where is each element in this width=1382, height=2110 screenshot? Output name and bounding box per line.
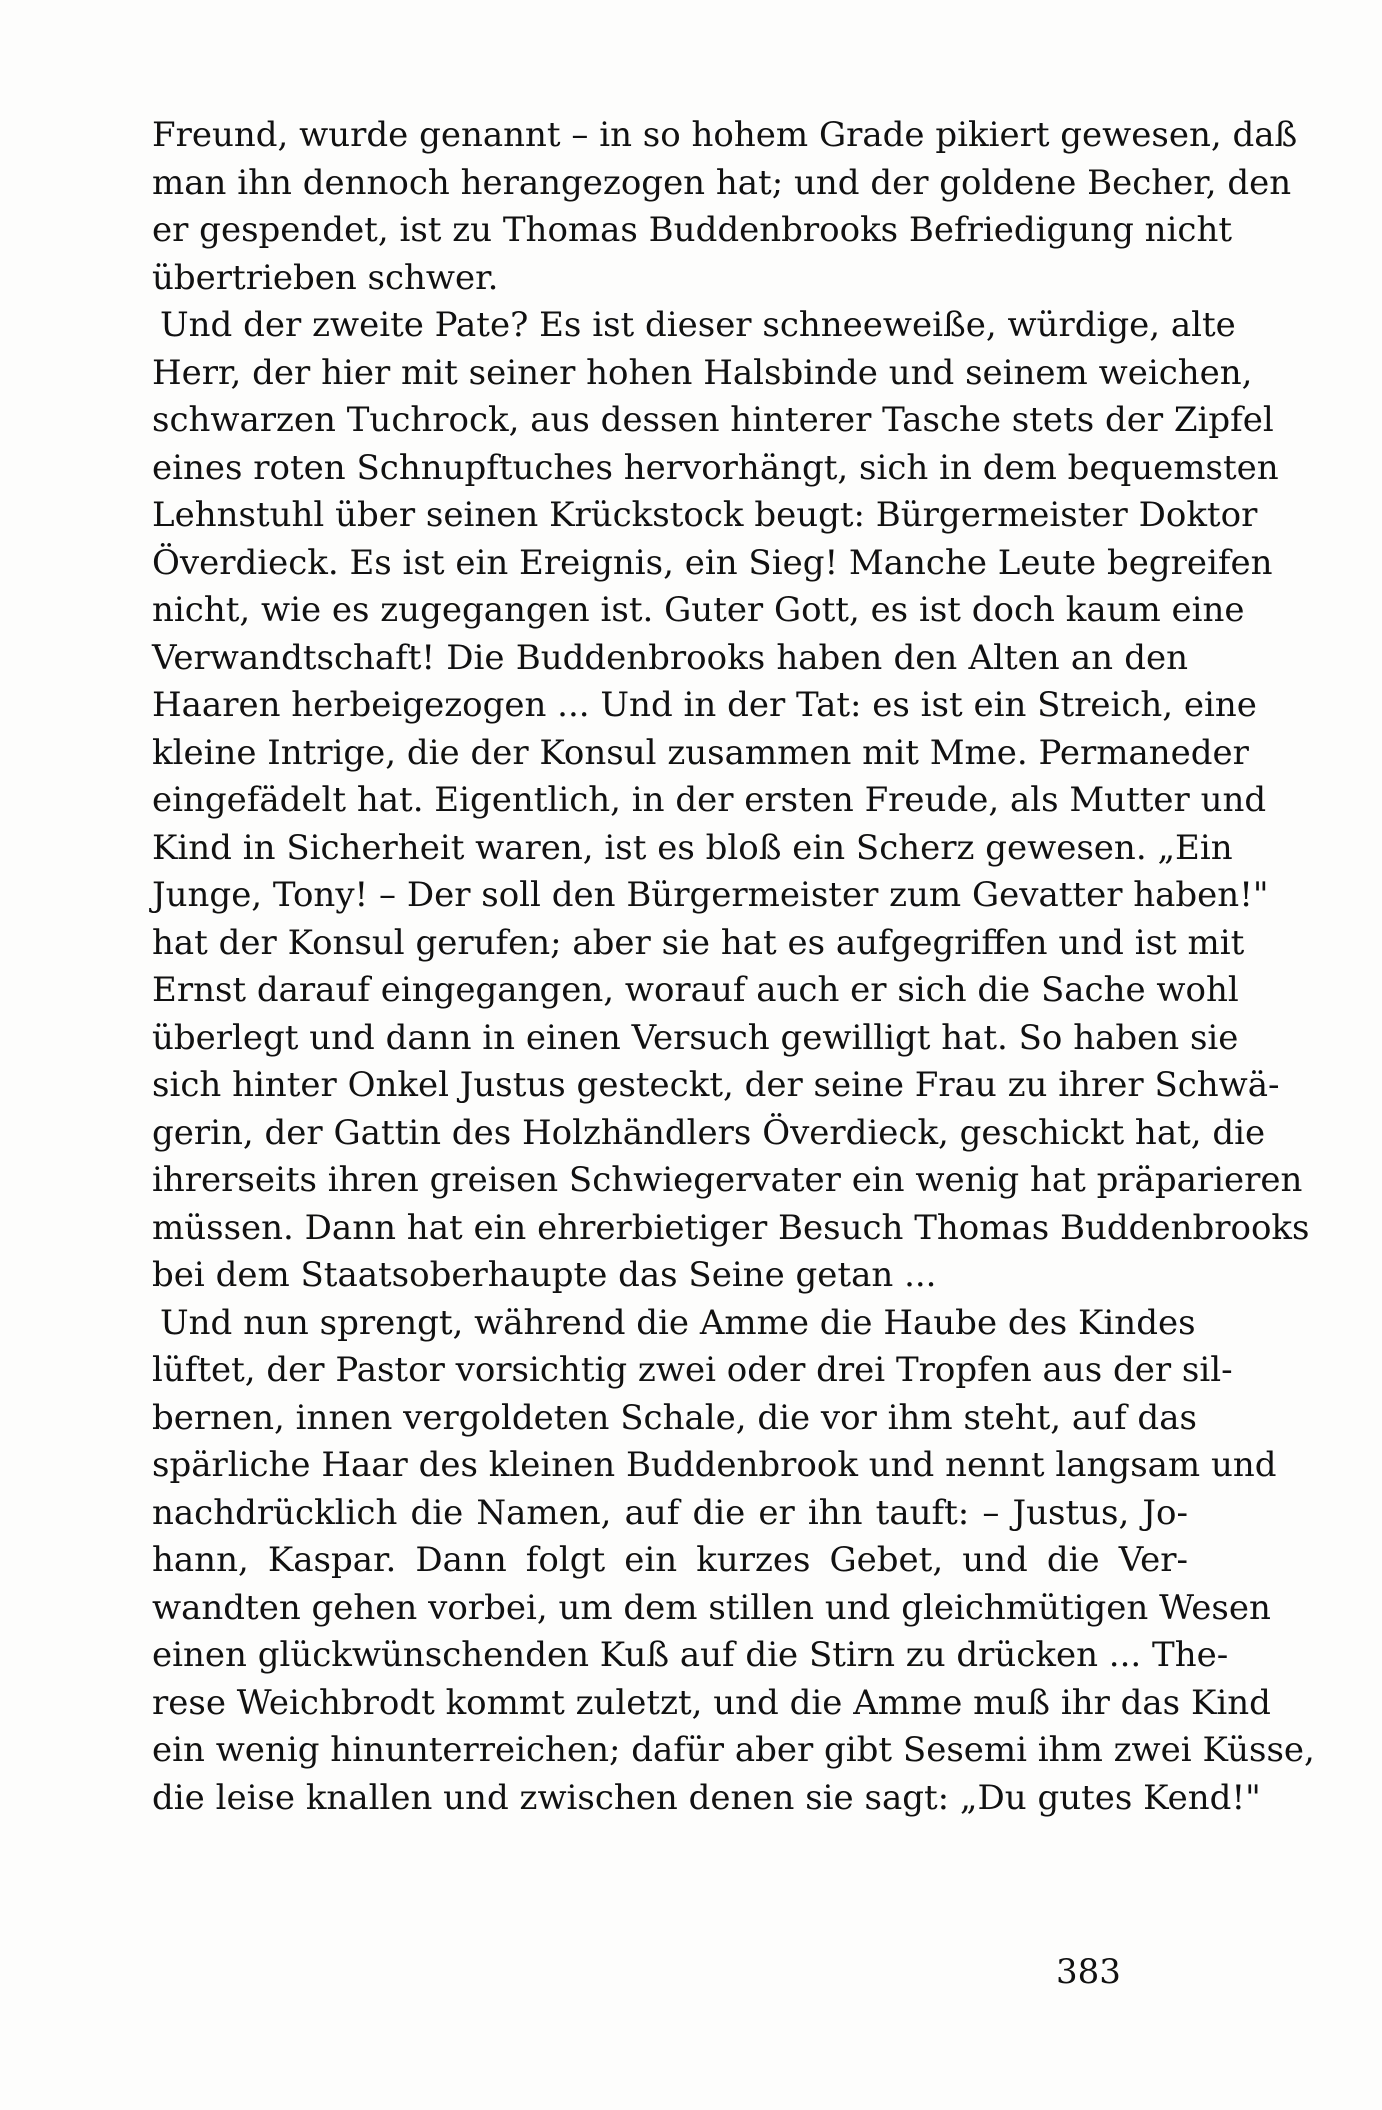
text-line: rese Weichbrodt kommt zuletzt, und die Amme muß ihr das Kind xyxy=(152,1682,1271,1723)
text-line: eingefädelt hat. Eigentlich, in der ersten Freude, als Mutter und xyxy=(152,780,1267,820)
text-line: spärliche Haar des kleinen Buddenbrook und nennt langsam und xyxy=(152,1445,1277,1485)
text-line: Und der zweite Pate? Es ist dieser schneeweiße, würdige, alte xyxy=(160,305,1236,345)
text-line: Ernst darauf eingegangen, worauf auch er sich die Sache wohl xyxy=(152,970,1239,1010)
text-line: eines roten Schnupftuches hervorhängt, sich in dem bequemsten xyxy=(152,447,1279,488)
text-line: kleine Intrige, die der Konsul zusammen mit Mme. Permaneder xyxy=(152,732,1249,773)
text-line: Lehnstuhl über seinen Krückstock beugt: Bürgermeister Doktor xyxy=(152,495,1258,535)
text-line: sich hinter Onkel Justus gesteckt, der seine Frau zu ihrer Schwä- xyxy=(152,1065,1280,1105)
text-line: gerin, der Gattin des Holzhändlers Överdieck, geschickt hat, die xyxy=(152,1112,1266,1153)
text-line: nicht, wie es zugegangen ist. Guter Gott, es ist doch kaum eine xyxy=(152,590,1245,630)
body-text xyxy=(152,112,1315,1822)
text-line: müssen. Dann hat ein ehrerbietiger Besuch Thomas Buddenbrooks xyxy=(152,1207,1310,1248)
text-line: schwarzen Tuchrock, aus dessen hinterer Tasche stets der Zipfel xyxy=(152,400,1274,440)
text-line: hann, Kaspar. Dann folgt ein kurzes Gebet, und die Ver- xyxy=(152,1540,1188,1580)
text-line: Verwandtschaft! Die Buddenbrooks haben den Alten an den xyxy=(152,637,1188,678)
text-line: nachdrücklich die Namen, auf die er ihn tauft: – Justus, Jo- xyxy=(152,1492,1188,1533)
text-line: ihrerseits ihren greisen Schwiegervater ein wenig hat präparieren xyxy=(152,1160,1303,1200)
text-line: man ihn dennoch herangezogen hat; und der goldene Becher, den xyxy=(152,162,1292,203)
text-line: Överdieck. Es ist ein Ereignis, ein Sieg! Manche Leute begreifen xyxy=(152,542,1273,583)
text-line: hat der Konsul gerufen; aber sie hat es aufgegriffen und ist mit xyxy=(152,922,1245,963)
text-line: einen glückwünschenden Kuß auf die Stirn zu drücken ... The- xyxy=(152,1635,1229,1675)
page-number: 383 xyxy=(1056,1952,1121,1992)
text-line: Herr, der hier mit seiner hohen Halsbinde und seinem weichen, xyxy=(152,352,1253,393)
text-line: überlegt und dann in einen Versuch gewilligt hat. So haben sie xyxy=(152,1017,1239,1058)
text-line: ein wenig hinunterreichen; dafür aber gibt Sesemi ihm zwei Küsse, xyxy=(152,1730,1315,1770)
text-line: bei dem Staatsoberhaupte das Seine getan ... xyxy=(152,1255,937,1295)
text-line: lüftet, der Pastor vorsichtig zwei oder drei Tropfen aus der sil- xyxy=(152,1350,1233,1390)
text-line: bernen, innen vergoldeten Schale, die vor ihm steht, auf das xyxy=(152,1397,1197,1438)
text-line: Haaren herbeigezogen ... Und in der Tat: es ist ein Streich, eine xyxy=(152,685,1257,725)
text-line: übertrieben schwer. xyxy=(152,257,499,298)
text-line: Junge, Tony! – Der soll den Bürgermeister zum Gevatter haben!" xyxy=(152,875,1269,915)
text-line: Und nun sprengt, während die Amme die Haube des Kindes xyxy=(160,1302,1196,1343)
text-line: Kind in Sicherheit waren, ist es bloß ein Scherz gewesen. „Ein xyxy=(152,827,1233,868)
text-line: er gespendet, ist zu Thomas Buddenbrooks Befriedigung nicht xyxy=(152,210,1233,250)
text-line: wandten gehen vorbei, um dem stillen und gleichmütigen Wesen xyxy=(152,1587,1271,1628)
text-line: Freund, wurde genannt – in so hohem Grade pikiert gewesen, daß xyxy=(152,115,1298,155)
text-line: die leise knallen und zwischen denen sie sagt: „Du gutes Kend!" xyxy=(152,1777,1261,1818)
